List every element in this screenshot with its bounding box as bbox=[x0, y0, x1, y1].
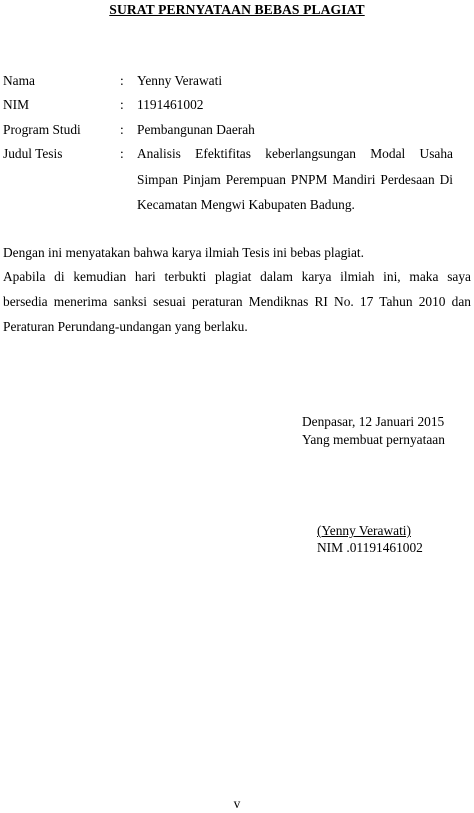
thesis-title-line: Analisis Efektifitas keberlangsungan Modal Usaha bbox=[137, 146, 453, 161]
field-label-judul-tesis: Judul Tesis bbox=[3, 146, 63, 161]
sanction-line: Peraturan Perundang-undangan yang berlaku. bbox=[3, 319, 248, 334]
field-value-program-studi: Pembangunan Daerah bbox=[137, 122, 255, 137]
thesis-title-line: Simpan Pinjam Perempuan PNPM Mandiri Perdesaan Di bbox=[137, 172, 453, 187]
field-value-nim: 1191461002 bbox=[137, 97, 204, 112]
field-label-nim: NIM bbox=[3, 97, 30, 112]
sanction-line: Apabila di kemudian hari terbukti plagiat dalam karya ilmiah ini, maka saya bbox=[3, 269, 471, 284]
place-date: Denpasar, 12 Januari 2015 bbox=[302, 414, 445, 429]
sanction-line: bersedia menerima sanksi sesuai peraturan Mendiknas RI No. 17 Tahun 2010 dan bbox=[3, 294, 471, 309]
field-colon: : bbox=[120, 97, 124, 112]
page-number: v bbox=[233, 796, 241, 811]
field-colon: : bbox=[120, 73, 124, 88]
thesis-title-line: Kecamatan Mengwi Kabupaten Badung. bbox=[137, 197, 355, 212]
field-colon: : bbox=[120, 122, 124, 137]
field-colon: : bbox=[120, 146, 124, 161]
field-label-program-studi: Program Studi bbox=[3, 122, 81, 137]
field-value-nama: Yenny Verawati bbox=[137, 73, 223, 88]
document-title: SURAT PERNYATAAN BEBAS PLAGIAT bbox=[109, 2, 365, 17]
signer-nim: NIM .01191461002 bbox=[317, 540, 423, 555]
signer-caption: Yang membuat pernyataan bbox=[302, 432, 445, 447]
field-label-nama: Nama bbox=[3, 73, 35, 88]
signer-name: (Yenny Verawati) bbox=[317, 523, 411, 538]
statement-text: Dengan ini menyatakan bahwa karya ilmiah Tesis ini bebas plagiat. bbox=[3, 245, 364, 260]
